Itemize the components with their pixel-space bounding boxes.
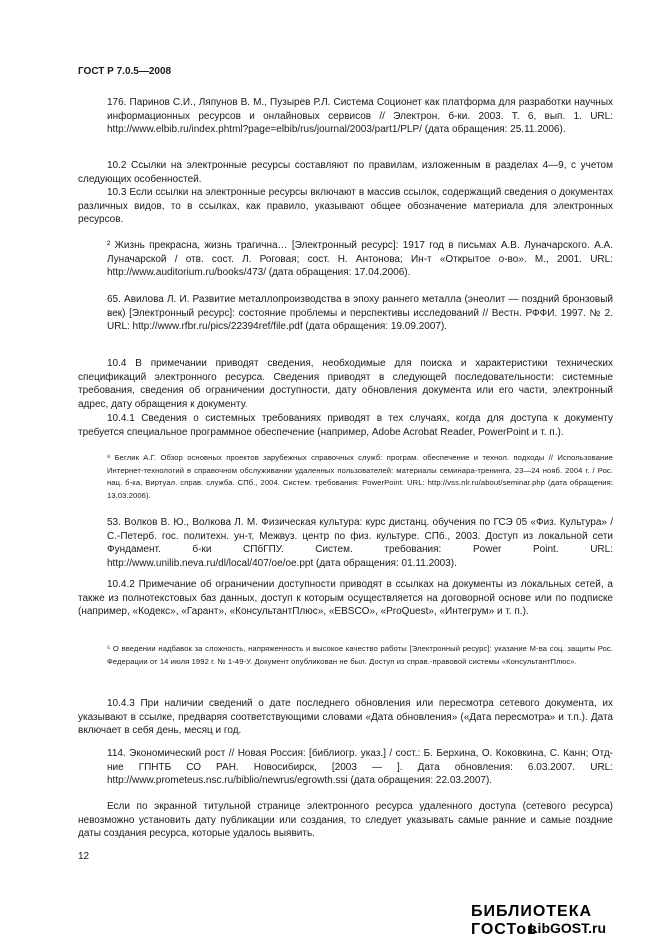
paragraph-10-3: 10.3 Если ссылки на электронные ресурсы включают в массив ссылок, содержащий сведения о документах различных видов, то в ссылках, как правило, указывают общее обозначение материала для электронных ресурсов. [78,187,613,226]
example-footnote-8: ⁸ Беглик А.Г. Обзор основных проектов зарубежных справочных служб: програм. обеспечение и технол. подходы // Использование Интернет-технологий в справочном обслуживании удаленных пользователей: материалы семинара-тренинга, 23—24 нояб. 2004 г. / Рос. нац. б-ка, Виртуал. справ. служба. СПб., 2004. Систем. требования: PowerPoint. URL: http://vss.nlr.ru/about/seminar.php (дата обращения: 13.03.2006). [107,453,613,501]
example-176: 176. Паринов С.И., Ляпунов В. М., Пузырев Р.Л. Система Соционет как платформа для разработки научных информационных ресурсов и онлайновых сервисов // Электрон. б-ки. 2003. Т. 6, вып. 1. URL: http://www.elbib.ru/index.phtml?page=elbib/rus/journal/2003/part1/PLP/ (дата обращения: 25.11.2006). [107,97,613,136]
paragraph-10-2: 10.2 Ссылки на электронные ресурсы составляют по правилам, изложенным в разделах 4—9, с учетом следующих особенностей. [78,160,613,185]
paragraph-10-4: 10.4 В примечании приводят сведения, необходимые для поиска и характеристики технических спецификаций электронного ресурса. Сведения приводят в следующей последовательности: системные требования, сведения об ограничении доступности, дату обновления документа или его части, электронный адрес, дату обращения к документу. [78,358,613,411]
paragraph-10-4-2: 10.4.2 Примечание об ограничении доступности приводят в ссылках на документы из локальных сетей, а также из полнотекстовых баз данных, доступ к которым осуществляется на договорной основе или по подписке (например, «Кодекс», «Гарант», «КонсультантПлюс», «EBSCO», «ProQuest», «Интегрум» и т. п.). [78,579,613,618]
paragraph-10-4-3: 10.4.3 При наличии сведений о дате последнего обновления или пересмотра сетевого документа, их указывают в ссылке, предваряя соответствующими словами «Дата обновления» («Дата пересмотра» и т.п.). Дата включает в себя день, месяц и год. [78,698,613,737]
example-65: 65. Авилова Л. И. Развитие металлопроизводства в эпоху раннего металла (энеолит — поздний бронзовый век) [Электронный ресурс]: состояние проблемы и перспективы исследований // Вестн. РФФИ. 1997. № 2. URL: http://www.rfbr.ru/pics/22394ref/file.pdf (дата обращения: 19.09.2007). [107,294,613,333]
document-header: ГОСТ Р 7.0.5—2008 [78,66,172,77]
example-114: 114. Экономический рост // Новая Россия: [библиогр. указ.] / сост.: Б. Берхина, О. Коковкина, С. Канн; Отд-ние ГПНТБ СО РАН. Новосибирск, [2003 — ]. Дата обновления: 6.03.2007. URL: http://www.prometeus.nsc.ru/biblio/newrus/egrowth.ssi (дата обращения: 22.03.2007). [107,748,613,787]
example-53: 53. Волков В. Ю., Волкова Л. М. Физическая культура: курс дистанц. обучения по ГСЭ 05 «Физ. Культура» / С.-Петерб. гос. политехн. ун-т, Межвуз. центр по физ. культуре. СПб., 2003. Доступ из локальной сети Фундамент. б-ки СПбГПУ. Систем. требования: Power Point. URL: http://www.unilib.neva.ru/dl/local/407/oe/oe.ppt (дата обращения: 01.11.2003). [107,517,613,570]
watermark-url: LibGOST.ru [529,920,606,936]
paragraph-10-4-1: 10.4.1 Сведения о системных требованиях приводят в тех случаях, когда для доступа к документу требуется специальное программное обеспечение (например, Adobe Acrobat Reader, PowerPoint и т. п.). [78,413,613,438]
paragraph-last: Если по экранной титульной странице электронного ресурса удаленного доступа (сетевого ресурса) невозможно установить дату публикации или создания, то следует указывать самые ранние и самые поздние даты создания ресурса, которые удалось выявить. [78,801,613,840]
example-footnote-2: ² Жизнь прекрасна, жизнь трагична… [Электронный ресурс]: 1917 год в письмах А.В. Луначарского. А.А. Луначарской / отв. сост. Л. Роговая; сост. Н. Антонова; Ин-т «Открытое о-во». М., 2001. URL: http://www.auditorium.ru/books/473/ (дата обращения: 17.04.2006). [107,240,613,279]
watermark-title: БИБЛИОТЕКА ГОСТов [471,903,593,938]
example-footnote-5: ⁵ О введении надбавок за сложность, напряженность и высокое качество работы [Электронный ресурс]: указание М-ва соц. защиты Рос. Федерации от 14 июля 1992 г. № 1-49-У. Документ опубликован не был. Доступ из справ.-правовой системы «КонсультантПлюс». [107,644,613,666]
page-number: 12 [78,851,90,862]
